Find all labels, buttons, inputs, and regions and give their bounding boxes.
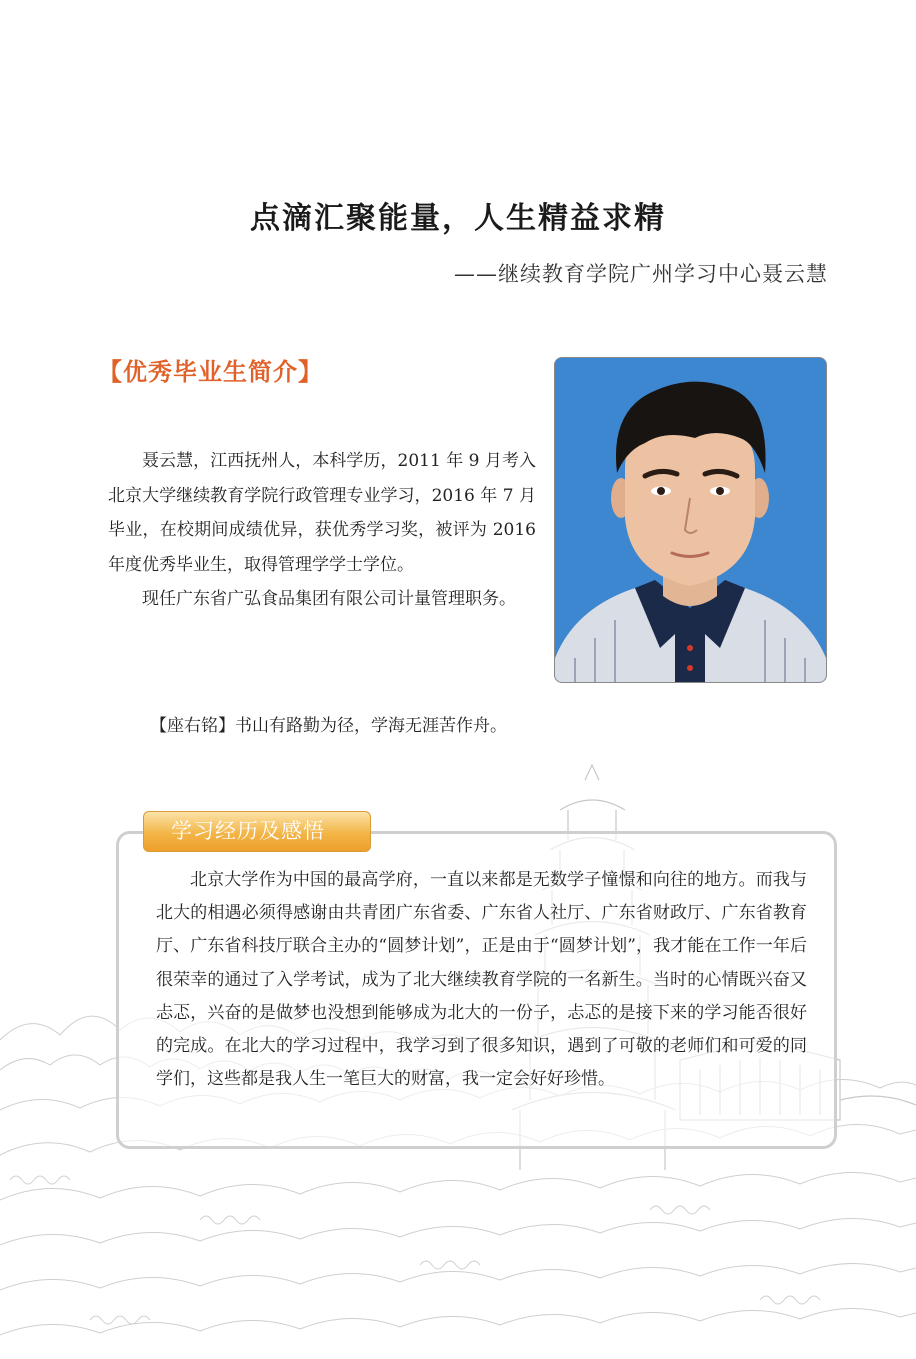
profile-intro bbox=[108, 444, 536, 617]
profile-paragraph-1: 聂云慧，江西抚州人，本科学历，2011 年 9 月考入北京大学继续教育学院行政管理专业学习，2016 年 7 月毕业，在校期间成绩优异，获优秀学习奖，被评为 2016 年度优秀毕业生，取得管理学学士学位。 bbox=[108, 451, 536, 575]
profile-paragraph-2: 现任广东省广弘食品集团有限公司计量管理职务。 bbox=[142, 589, 516, 609]
page-title: 点滴汇聚能量，人生精益求精 bbox=[250, 201, 666, 236]
profile-heading: 【优秀毕业生简介】 bbox=[98, 358, 323, 386]
motto: 【座右铭】书山有路勤为径，学海无涯苦作舟。 bbox=[150, 716, 507, 736]
experience-tab-label: 学习经历及感悟 bbox=[143, 811, 371, 852]
portrait-illustration bbox=[555, 358, 826, 682]
experience-text: 北京大学作为中国的最高学府，一直以来都是无数学子憧憬和向往的地方。而我与北大的相遇必须得感谢由共青团广东省委、广东省人社厅、广东省财政厅、广东省教育厅、广东省科技厅联合主办的“圆梦计划”，正是由于“圆梦计划”，我才能在工作一年后很荣幸的通过了入学考试，成为了北大继续教育学院的一名新生。当时的心情既兴奋又忐忑，兴奋的是做梦也没想到能够成为北大的一份子，忐忑的是接下来的学习能否很好的完成。在北大的学习过程中，我学习到了很多知识，遇到了可敬的老师们和可爱的同学们，这些都是我人生一笔巨大的财富，我一定会好好珍惜。 bbox=[156, 870, 807, 1090]
page-subtitle: ——继续教育学院广州学习中心聂云慧 bbox=[454, 262, 828, 286]
graduate-portrait-photo bbox=[554, 357, 827, 683]
